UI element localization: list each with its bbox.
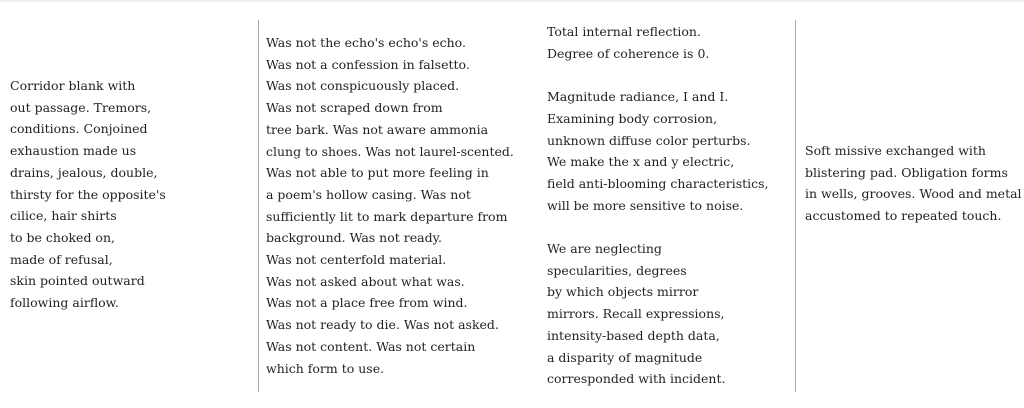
poem-line: Soft missive exchanged with <box>805 143 986 158</box>
poem-line: Was not asked about what was. <box>266 273 465 289</box>
poem-line: We make the x and y electric, <box>547 154 735 170</box>
column-divider <box>258 20 259 392</box>
poem-line: Total internal reflection. <box>547 24 701 39</box>
poem-line: skin pointed outward <box>10 273 145 289</box>
poem-line: unknown diffuse color perturbs. <box>547 132 751 148</box>
poem-line: Magnitude radiance, I and I. <box>547 89 729 105</box>
poem-line: conditions. Conjoined <box>10 121 148 137</box>
top-rule <box>0 0 1024 2</box>
poem-line: Was not the echo's echo's echo. <box>266 35 466 50</box>
poem-line: Was not ready to die. Was not asked. <box>266 317 499 333</box>
poem-line: field anti-blooming characteristics, <box>547 175 769 191</box>
poem-line: a poem's hollow casing. Was not <box>266 186 471 202</box>
poem-line: will be more sensitive to noise. <box>547 197 744 213</box>
poem-line: tree bark. Was not aware ammonia <box>266 121 489 137</box>
poem-line: a disparity of magnitude <box>547 349 703 365</box>
poem-line: which form to use. <box>266 360 385 376</box>
poem-line: cilice, hair shirts <box>10 208 117 224</box>
poem-column-4 <box>805 140 1022 227</box>
column-divider <box>795 20 796 392</box>
poem-line: Examining body corrosion, <box>547 110 718 126</box>
stanza-break <box>547 216 769 238</box>
poem-column-2 <box>266 32 514 379</box>
poem-line: following airflow. <box>10 295 119 311</box>
poem-line: Was not a place free from wind. <box>266 295 468 311</box>
poem-line: thirsty for the opposite's <box>10 186 166 202</box>
poem-line: out passage. Tremors, <box>10 99 152 115</box>
stanza-break <box>547 64 769 86</box>
poem-line: Was not centerfold material. <box>266 252 447 268</box>
poem-line: Was not able to put more feeling in <box>266 165 489 181</box>
poem-line: specularities, degrees <box>547 262 687 278</box>
poem-line: Corridor blank with <box>10 78 136 93</box>
poem-line: Degree of coherence is 0. <box>547 45 710 61</box>
poem-line: Was not content. Was not certain <box>266 338 476 354</box>
poem-column-3 <box>547 21 769 390</box>
poem-line: made of refusal, <box>10 251 113 267</box>
poem-line: accustomed to repeated touch. <box>805 208 1002 224</box>
poem-line: blistering pad. Obligation forms <box>805 164 1008 180</box>
poem-line: in wells, grooves. Wood and metal <box>805 186 1022 202</box>
poem-line: corresponded with incident. <box>547 371 726 387</box>
poem-line: by which objects mirror <box>547 284 699 300</box>
poem-line: mirrors. Recall expressions, <box>547 306 725 322</box>
poem-line: Was not conspicuously placed. <box>266 78 460 94</box>
poem-line: background. Was not ready. <box>266 230 442 246</box>
poem-line: drains, jealous, double, <box>10 164 158 180</box>
poem-line: to be choked on, <box>10 229 115 245</box>
poem-line: sufficiently lit to mark departure from <box>266 208 508 224</box>
poem-line: We are neglecting <box>547 241 662 256</box>
poem-line: clung to shoes. Was not laurel-scented. <box>266 143 514 159</box>
poem-line: Was not scraped down from <box>266 100 443 116</box>
poem-column-1 <box>10 75 166 314</box>
poem-line: Was not a confession in falsetto. <box>266 56 470 72</box>
poem-line: exhaustion made us <box>10 143 137 159</box>
poem-line: intensity-based depth data, <box>547 327 720 343</box>
